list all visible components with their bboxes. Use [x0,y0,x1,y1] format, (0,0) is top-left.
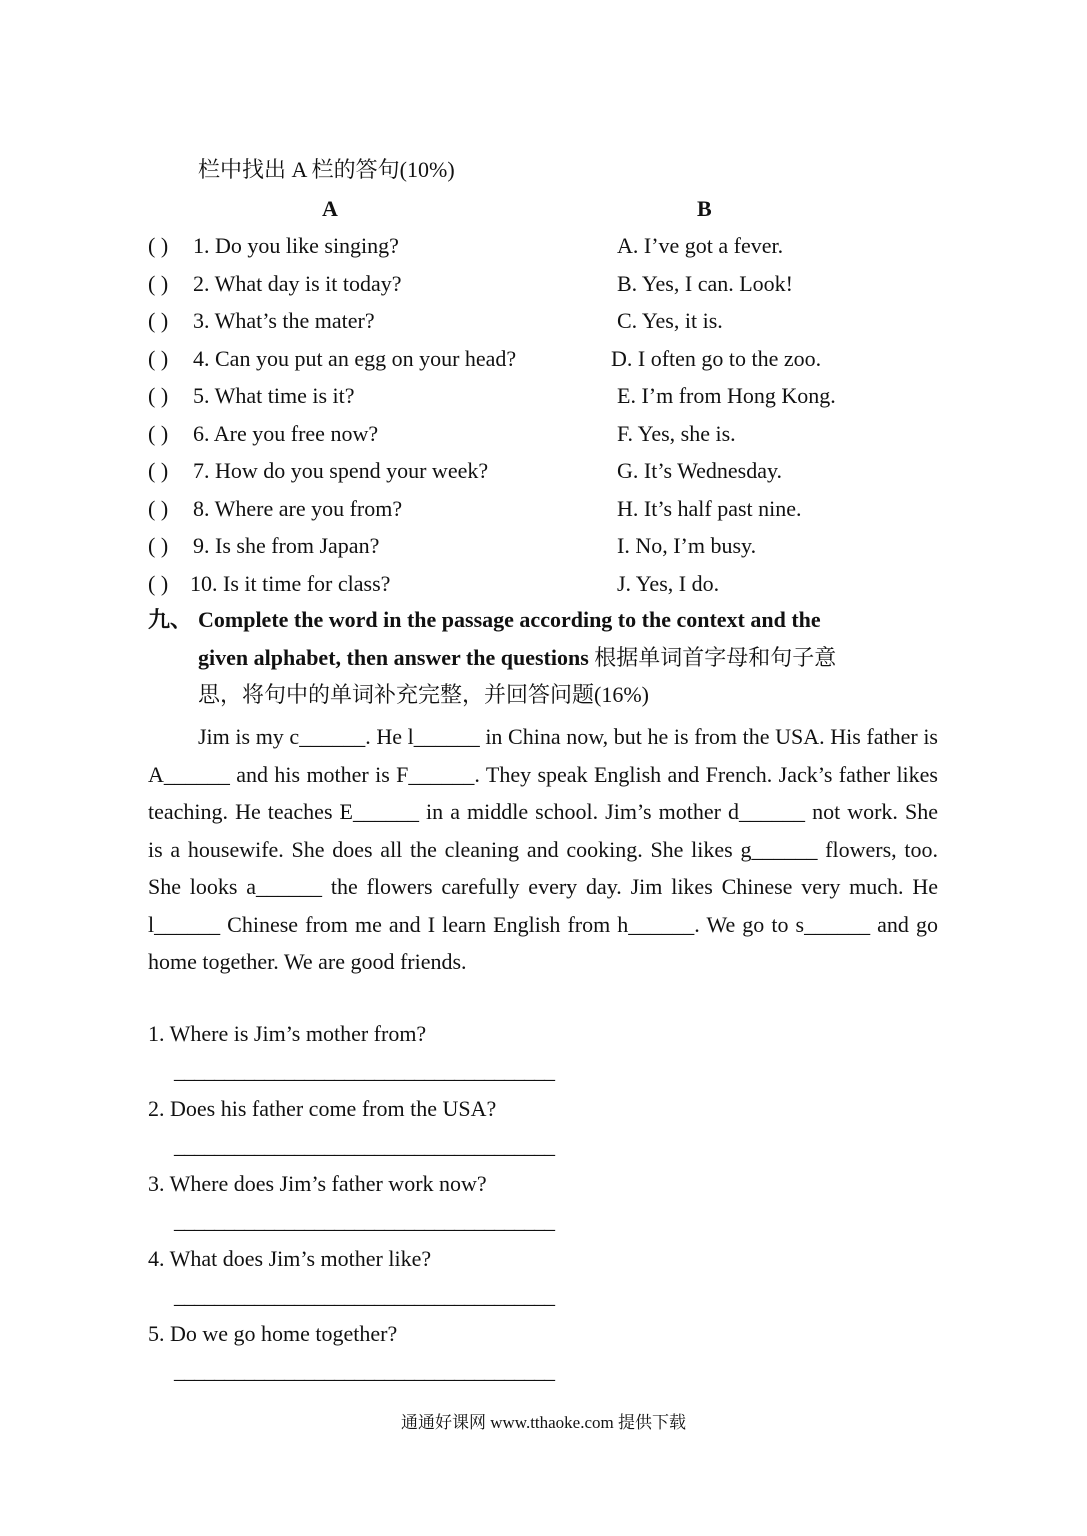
question-a: 8. Where are you from? [193,496,403,521]
reading-passage [148,718,938,981]
answer-blank[interactable]: ______________________________________ [174,1283,554,1308]
answer-paren[interactable]: ( ) [148,383,169,408]
passage-text: Jim is my c______. He l______ in China now, but he is from the USA. His father is A______ and his mother is F______. They speak English and French. Jack’s father likes teaching. He teaches E______ in a middle school. Jim’s mother d______ not work. She is a housewife. She does all the cleaning and cooking. She likes g______ flowers, too. She looks a______ the flowers carefully every day. Jim likes Chinese very much. He l______ Chinese from me and I learn English from h______. We go to s______ and go home together. We are good friends. [148,724,938,974]
question-a: 10. Is it time for class? [190,571,391,596]
question-text: 4. What does Jim’s mother like? [148,1246,432,1271]
column-a-header: A [322,196,338,221]
question-a: 9. Is she from Japan? [193,533,380,558]
question-a: 5. What time is it? [193,383,355,408]
answer-blank[interactable]: ______________________________________ [174,1208,554,1233]
question-a: 7. How do you spend your week? [193,458,489,483]
answer-paren[interactable]: ( ) [148,571,169,596]
answer-paren[interactable]: ( ) [148,308,169,333]
section-instruction-line3: 思，将句中的单词补充完整，并回答问题(16%) [198,682,649,707]
answer-paren[interactable]: ( ) [148,533,169,558]
answer-blank[interactable]: ______________________________________ [174,1133,554,1158]
question-a: 3. What’s the mater? [193,308,375,333]
section-number: 九、 [148,607,193,632]
section-instruction-line1: Complete the word in the passage according to the context and the [198,607,821,632]
answer-blank[interactable]: ______________________________________ [174,1358,554,1383]
answer-b: B. Yes, I can. Look! [617,271,793,296]
answer-paren[interactable]: ( ) [148,233,169,258]
answer-b: D. I often go to the zoo. [611,346,822,371]
answer-b: I. No, I’m busy. [617,533,757,558]
answer-b: G. It’s Wednesday. [617,458,783,483]
answer-paren[interactable]: ( ) [148,458,169,483]
answer-paren[interactable]: ( ) [148,346,169,371]
section-intro: 栏中找出 A 栏的答句(10%) [198,157,455,182]
answer-b: F. Yes, she is. [617,421,736,446]
instruction-en: given alphabet, then answer the questions [198,645,589,670]
instruction-cn: 根据单词首字母和句子意 [588,645,837,670]
answer-b: H. It’s half past nine. [617,496,802,521]
answer-b: E. I’m from Hong Kong. [617,383,836,408]
page-footer: 通通好课网 www.tthaoke.com 提供下载 [400,1413,687,1432]
question-text: 1. Where is Jim’s mother from? [148,1021,427,1046]
question-a: 6. Are you free now? [193,421,379,446]
question-text: 3. Where does Jim’s father work now? [148,1171,487,1196]
question-a: 4. Can you put an egg on your head? [193,346,517,371]
question-a: 2. What day is it today? [193,271,402,296]
section-instruction-line2 [198,644,836,672]
answer-paren[interactable]: ( ) [148,496,169,521]
question-text: 2. Does his father come from the USA? [148,1096,497,1121]
question-text: 5. Do we go home together? [148,1321,398,1346]
question-a: 1. Do you like singing? [193,233,399,258]
answer-b: C. Yes, it is. [617,308,723,333]
answer-blank[interactable]: ______________________________________ [174,1058,554,1083]
answer-paren[interactable]: ( ) [148,271,169,296]
answer-b: J. Yes, I do. [617,571,720,596]
answer-paren[interactable]: ( ) [148,421,169,446]
answer-b: A. I’ve got a fever. [617,233,784,258]
column-b-header: B [697,196,712,221]
